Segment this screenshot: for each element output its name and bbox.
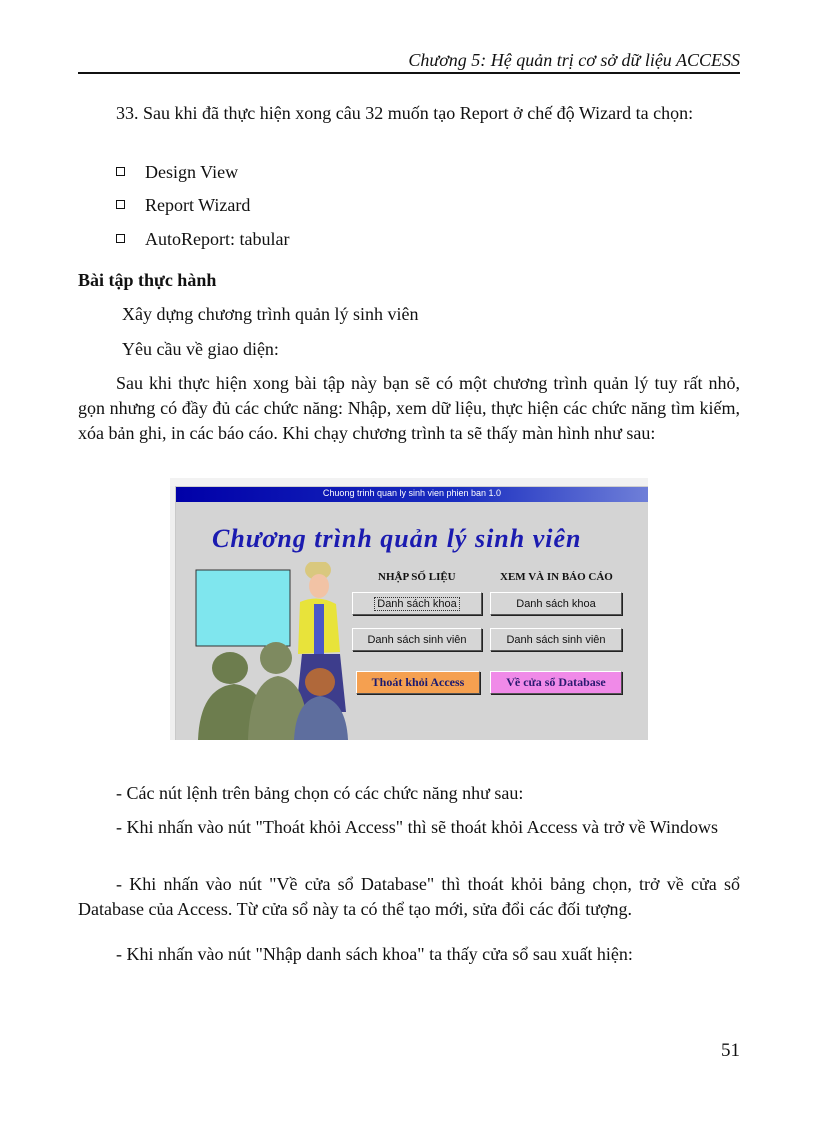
main-menu-form <box>176 502 648 740</box>
exit-access-button[interactable]: Thoát khỏi Access <box>356 671 480 694</box>
section-paragraph: Sau khi thực hiện xong bài tập này bạn sẽ có một chương trình quản lý tuy rất nhỏ, gọn nhưng có đầy đủ các chức năng: Nhập, xem dữ liệu, thực hiện các chức năng tìm kiếm, xóa bản ghi, in các báo cáo. Khi chạy chương trình ta sẽ thấy màn hình như sau: <box>78 373 740 443</box>
question-text: 33. Sau khi đã thực hiện xong câu 32 muốn tạo Report ở chế độ Wizard ta chọn: <box>116 103 694 123</box>
database-window-button[interactable]: Về cửa sổ Database <box>490 671 622 694</box>
input-students-button[interactable]: Danh sách sinh viên <box>352 628 482 651</box>
page-number: 51 <box>721 1040 740 1061</box>
section-heading: Bài tập thực hành <box>78 270 217 290</box>
note-1: - Các nút lệnh trên bảng chọn có các chức năng như sau: <box>116 783 524 803</box>
checkbox-bullet-icon <box>116 200 125 209</box>
view-column-heading: XEM VÀ IN BÁO CÁO <box>500 571 613 583</box>
option-design-view: Design View <box>116 160 238 185</box>
chapter-title: Chương 5: Hệ quản trị cơ sở dữ liệu ACCESS <box>408 50 740 70</box>
presenter-tie <box>314 604 324 658</box>
input-column-heading: NHẬP SỐ LIỆU <box>378 571 456 583</box>
note-3: - Khi nhấn vào nút "Về cửa sổ Database" thì thoát khỏi bảng chọn, trở về cửa sổ Database của Access. Từ cửa sổ này ta có thể tạo mới, sửa đổi các đối tượng. <box>78 874 740 919</box>
window-title: Chuong trinh quan ly sinh vien phien ban 1.0 <box>322 488 502 498</box>
cyan-panel <box>196 570 290 646</box>
student-head-3 <box>305 668 335 696</box>
option-autoreport-tabular: AutoReport: tabular <box>116 227 289 252</box>
view-faculty-button[interactable]: Danh sách khoa <box>490 592 622 615</box>
student-head-2 <box>260 642 292 674</box>
section-line-1: Xây dựng chương trình quản lý sinh viên <box>122 304 419 324</box>
note-2: - Khi nhấn vào nút "Thoát khỏi Access" thì sẽ thoát khỏi Access và trở về Windows <box>116 817 719 837</box>
view-students-button[interactable]: Danh sách sinh viên <box>490 628 622 651</box>
header-rule <box>78 72 740 74</box>
checkbox-bullet-icon <box>116 234 125 243</box>
checkbox-bullet-icon <box>116 167 125 176</box>
app-title: Chương trình quản lý sinh viên <box>212 524 582 553</box>
window-titlebar <box>176 487 648 502</box>
presenter-face <box>309 574 329 598</box>
app-screenshot <box>170 478 648 740</box>
section-line-2: Yêu cầu về giao diện: <box>122 339 279 359</box>
input-faculty-button[interactable]: Danh sách khoa <box>352 592 482 615</box>
illustration-people <box>190 562 350 740</box>
student-head-1 <box>212 652 248 684</box>
option-report-wizard: Report Wizard <box>116 193 250 218</box>
screenshot-top-strip <box>170 478 648 487</box>
note-4: - Khi nhấn vào nút "Nhập danh sách khoa" ta thấy cửa sổ sau xuất hiện: <box>116 944 633 964</box>
